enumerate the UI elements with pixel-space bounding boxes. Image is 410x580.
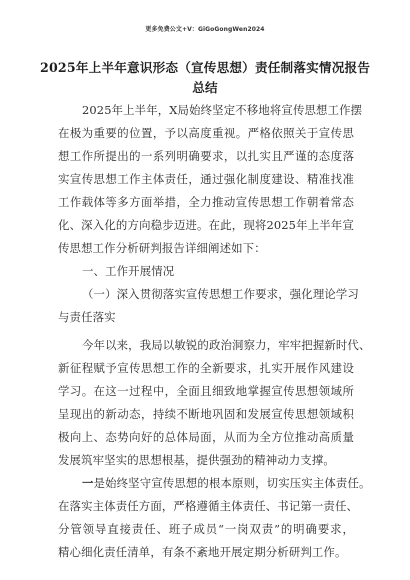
body-line <box>58 430 354 444</box>
body-line-text: 一、工作开展情况 <box>82 264 175 278</box>
body-line <box>58 453 354 467</box>
body-line <box>58 126 354 140</box>
body-line <box>58 407 354 421</box>
body-line-text: 想工作所提出的一系列明确要求，以扎实且严谨的态度落 <box>58 149 354 163</box>
body-line <box>58 361 354 375</box>
body-line <box>58 384 354 398</box>
body-line <box>82 287 359 301</box>
body-line-text: 分管领导直接责任、班子成员“一岗双责”的明确要求， <box>58 522 354 536</box>
body-line-text: 在极为重要的位置，予以高度重视。严格依照关于宣传思 <box>58 126 354 140</box>
body-line <box>58 545 354 559</box>
body-line-text: 化、深入化的方向稳步迈进。在此，现将2025年上半年宣 <box>58 218 354 232</box>
body-line-text: 工作载体等多方面举措，全力推动宣传思想工作朝着常态 <box>58 195 354 209</box>
document-title-line-1: 2025年上半年意识形态（宣传思想）责任制落实情况报告 <box>40 60 371 75</box>
body-line <box>58 499 359 513</box>
body-line-text: 实宣传思想工作主体责任，通过强化制度建设、精准找准 <box>58 172 354 186</box>
body-line <box>58 522 354 536</box>
body-line-text: （一）深入贯彻落实宣传思想工作要求，强化理论学习 <box>82 287 359 301</box>
body-line <box>82 476 371 490</box>
body-line-text: 与责任落实 <box>58 310 116 324</box>
body-line <box>82 264 354 278</box>
body-line <box>58 310 354 324</box>
body-line-text: 学习。在这一过程中，全面且细致地掌握宣传思想领域所 <box>58 384 354 398</box>
body-line-text: 精心细化责任清单，有条不紊地开展定期分析研判工作。 <box>58 545 347 559</box>
body-line <box>58 218 354 232</box>
body-line-text: 2025年上半年，X局始终坚定不移地将宣传思想工作摆 <box>82 103 363 117</box>
body-line-text: 极向上、态势向好的总体局面，从而为全方位推动高质量 <box>58 430 354 444</box>
body-line-text: 传思想工作分析研判报告详细阐述如下： <box>58 241 266 255</box>
body-line-text: 在落实主体责任方面，严格遵循主体责任、书记第一责任、 <box>58 499 359 513</box>
body-line <box>58 172 354 186</box>
document-title-line-2: 总结 <box>192 80 218 95</box>
body-line-text: 发展筑牢坚实的思想根基，提供强劲的精神动力支撑。 <box>58 453 335 467</box>
body-line <box>82 338 371 352</box>
body-line-text: 新征程赋予宣传思想工作的全新要求，扎实开展作风建设 <box>58 361 354 375</box>
body-line-text: 是始终坚守宣传思想的根本原则，切实压实主体责任。 <box>93 476 371 490</box>
body-line <box>58 149 354 163</box>
body-line-text: 今年以来，我局以敏锐的政治洞察力，牢牢把握新时代、 <box>82 338 371 352</box>
header-note: 更多免费公文+V：GiGoGongWen2024 <box>145 26 265 33</box>
body-line <box>58 195 354 209</box>
body-line-text: 呈现出的新动态，持续不断地巩固和发展宣传思想领域积 <box>58 407 354 421</box>
body-line <box>58 241 354 255</box>
body-line-lead: 一 <box>82 476 94 490</box>
body-line <box>82 103 363 117</box>
